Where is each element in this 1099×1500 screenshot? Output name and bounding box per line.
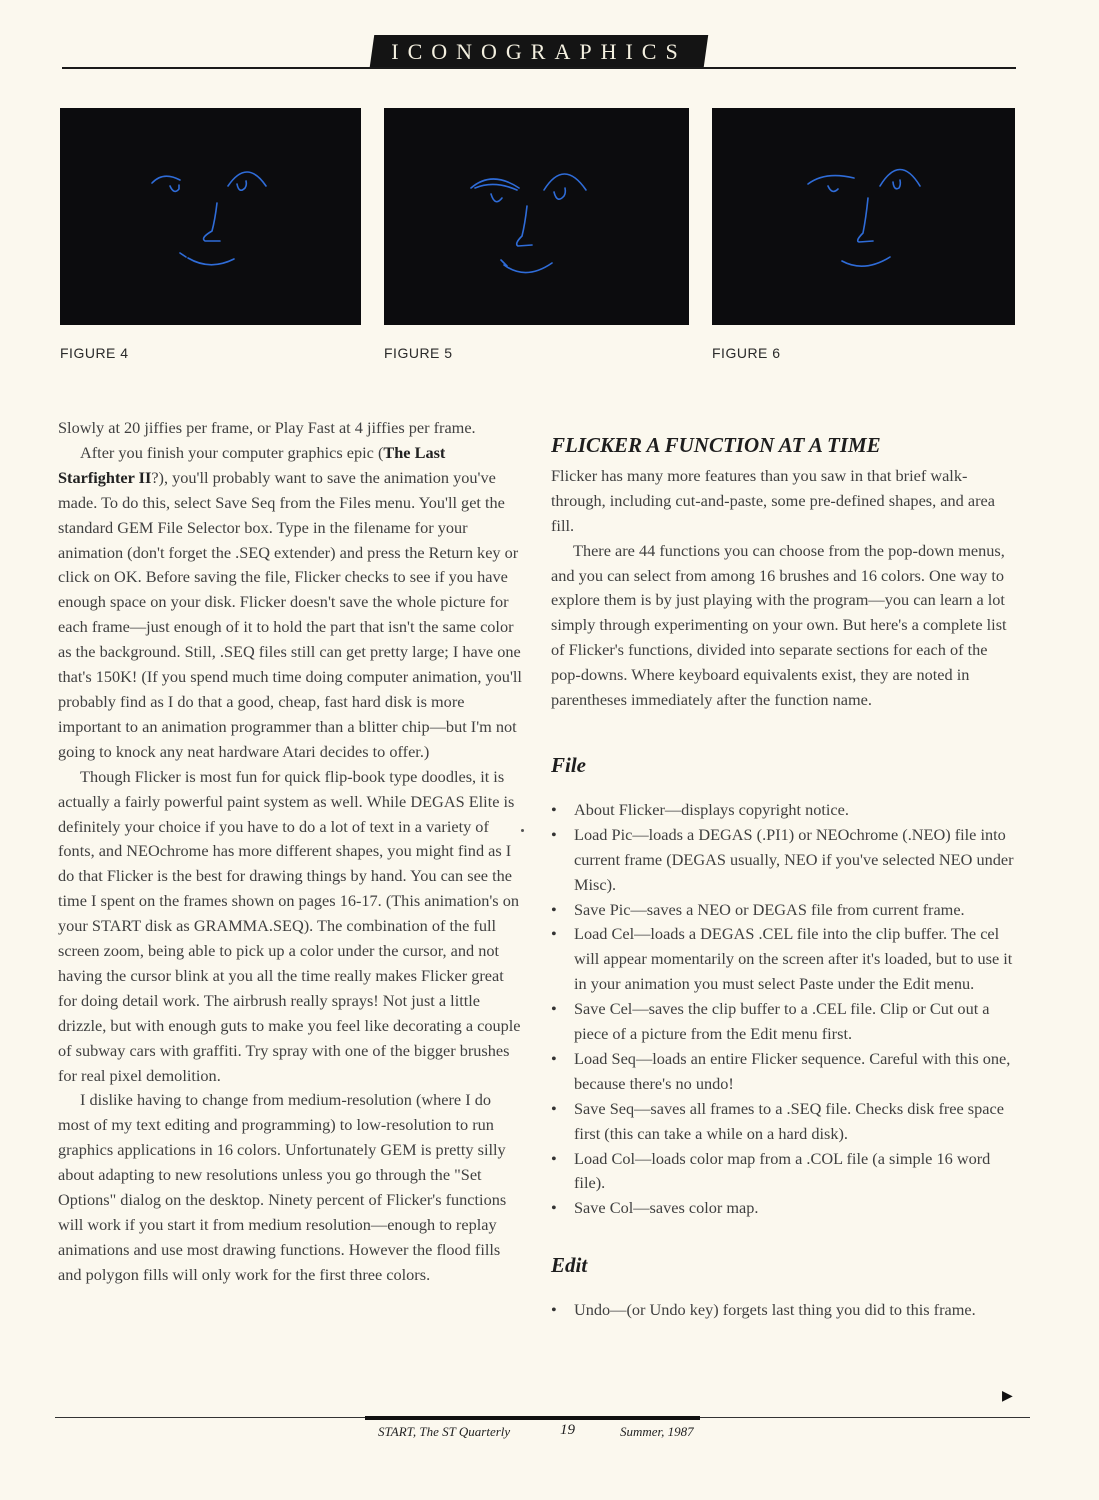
list-item: • Save Seq—saves all frames to a .SEQ file. Checks disk free space first (this can take a while on a hard disk). bbox=[551, 1097, 1021, 1147]
footer-page-number: 19 bbox=[560, 1422, 575, 1438]
stray-mark bbox=[521, 829, 524, 832]
right-column bbox=[551, 433, 1021, 1323]
header-rule bbox=[62, 67, 1016, 69]
list-item: • Save Pic—saves a NEO or DEGAS file from current frame. bbox=[551, 898, 1021, 923]
list-item: • Load Cel—loads a DEGAS .CEL file into the clip buffer. The cel will appear momentarily on the screen after it's loaded, but to use it in your animation you must select Paste under the Edit menu. bbox=[551, 922, 1021, 997]
figure-5-image bbox=[384, 108, 689, 325]
paragraph: I dislike having to change from medium-resolution (where I do most of my text editing and programming) to low-resolution to run graphics applications in 16 colors. Unfortunately GEM is pretty silly about adapting to new resolutions unless you go through the "Set Options" dialog on the desktop. Ninety percent of Flicker's functions will work if you start it from medium resolution—enough to replay animations and use most drawing functions. However the flood fills and polygon fills will only work for the first three colors. bbox=[58, 1090, 507, 1284]
file-heading: File bbox=[551, 752, 586, 777]
continue-arrow-icon: ▶ bbox=[1002, 1388, 1013, 1404]
list-item: • Save Col—saves color map. bbox=[551, 1196, 1021, 1221]
figure-4-caption: FIGURE 4 bbox=[60, 345, 129, 361]
file-function-list bbox=[551, 798, 1021, 1221]
figure-6-image bbox=[712, 108, 1015, 325]
paragraph: Slowly at 20 jiffies per frame, or Play Fast at 4 jiffies per frame. bbox=[58, 418, 476, 437]
figure-6-caption: FIGURE 6 bbox=[712, 345, 781, 361]
section-title: ICONOGRAPHICS bbox=[391, 39, 687, 64]
paragraph: Though Flicker is most fun for quick flip-book type doodles, it is actually a fairly powerful paint system as well. While DEGAS Elite is definitely your choice if you have to do a lot of text in a variety of fonts, and NEOchrome has more different shapes, you might find as I do that Flicker is the best for drawing things by hand. You can see the time I spent on the frames shown on pages 16-17. (This animation's on your START disk as GRAMMA.SEQ). The combination of the full screen zoom, being able to pick up a color under the cursor, and not having the cursor blink at you all the time really makes Flicker great for doing detail work. The airbrush really sprays! Not just a little drizzle, but with enough guts to make you feel like decorating a couple of subway cars with graffiti. Try spray with one of the bigger brushes for real pixel demolition. bbox=[58, 766, 521, 1085]
list-item: • Load Seq—loads an entire Flicker sequence. Careful with this one, because there's no undo! bbox=[551, 1047, 1021, 1097]
list-item: • Save Cel—saves the clip buffer to a .CEL file. Clip or Cut out a piece of a picture from the Edit menu first. bbox=[551, 997, 1021, 1047]
left-column bbox=[58, 416, 524, 1288]
list-item: • About Flicker—displays copyright notice. bbox=[551, 798, 1021, 823]
list-item: • Load Pic—loads a DEGAS (.PI1) or NEOchrome (.NEO) file into current frame (DEGAS usually, NEO if you've selected NEO under Misc). bbox=[551, 823, 1021, 898]
paragraph: Flicker has many more features than you saw in that brief walk-through, including cut-and-paste, some pre-defined shapes, and area fill. bbox=[551, 465, 995, 535]
figure-4-image bbox=[60, 108, 361, 325]
text-span: ?), you'll probably want to save the animation you've made. To do this, select Save Seq from the Files menu. You'll get the standard GEM File Selector box. Type in the filename for your animation (don't forget the .SEQ extender) and press the Return key or click on OK. Before saving the file, Flicker checks to see if you have enough space on your disk. Flicker doesn't save the whole picture for each frame—just enough of it to hold the part that isn't the same color as the background. Still, .SEQ files still can get pretty large; I have one that's 150K! (If you spend much time doing computer animation, you'll probably find as I do that a good, cheap, fast hard disk is more important to an animation programmer than a blitter chip—but I'm not going to knock any neat hardware Atari decides to offer.) bbox=[58, 467, 522, 761]
bold-title: The Last Starfighter II bbox=[58, 442, 446, 487]
footer-issue: Summer, 1987 bbox=[620, 1424, 694, 1439]
footer-bar bbox=[365, 1416, 700, 1420]
list-item: • Load Col—loads color map from a .COL file (a simple 16 word file). bbox=[551, 1147, 1021, 1197]
edit-heading: Edit bbox=[551, 1253, 588, 1278]
figure-5-caption: FIGURE 5 bbox=[384, 345, 453, 361]
edit-function-list bbox=[551, 1298, 1021, 1323]
text-span: After you finish your computer graphics epic ( bbox=[80, 442, 384, 462]
section-heading: FLICKER A FUNCTION AT A TIME bbox=[551, 433, 881, 457]
paragraph bbox=[58, 441, 524, 765]
list-item: • Undo—(or Undo key) forgets last thing you did to this frame. bbox=[551, 1298, 1021, 1323]
paragraph: There are 44 functions you can choose from the pop-down menus, and you can select from among 16 brushes and 16 colors. One way to explore them is by just playing with the program—you can learn a lot simply through experimenting on your own. But here's a complete list of Flicker's functions, divided into separate sections for each of the pop-downs. Where keyboard equivalents exist, they are noted in parentheses immediately after the function name. bbox=[551, 540, 1007, 710]
footer-publication: START, The ST Quarterly bbox=[378, 1424, 511, 1439]
